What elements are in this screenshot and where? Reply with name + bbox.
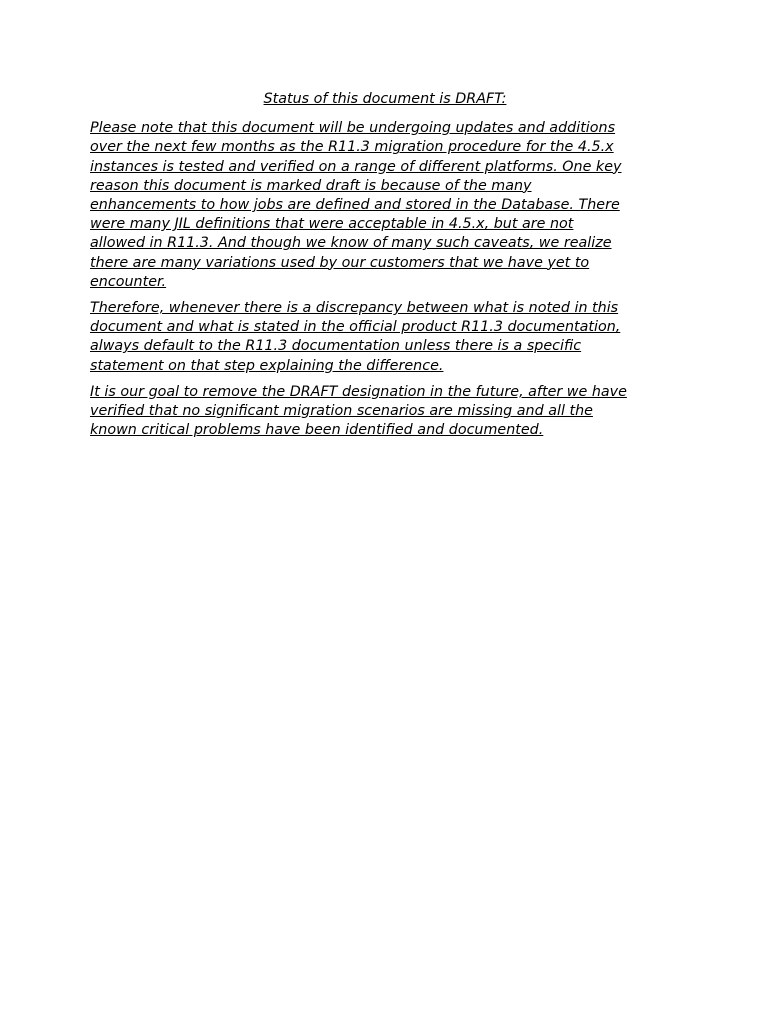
paragraph-line: It is our goal to remove the DRAFT designation in the future, after we have [90,383,627,400]
paragraph-line: always default to the R11.3 documentation unless there is a specific [90,338,582,355]
paragraph-goal [90,383,680,441]
paragraph-discrepancy [90,299,680,376]
document-status-title: Status of this document is DRAFT: [263,91,507,107]
paragraph-line: there are many variations used by our customers that we have yet to [90,254,590,271]
document-body [90,90,680,447]
paragraph-line: known critical problems have been identified and documented. [90,422,544,439]
paragraph-line: were many JIL definitions that were acceptable in 4.5.x, but are not [90,216,574,233]
paragraph-line: verified that no significant migration scenarios are missing and all the [90,403,593,420]
paragraph-draft-notice [90,119,680,292]
paragraph-line: over the next few months as the R11.3 migration procedure for the 4.5.x [90,139,614,156]
paragraph-line: encounter. [90,273,167,290]
paragraph-line: enhancements to how jobs are defined and stored in the Database. There [90,197,620,214]
paragraph-line: instances is tested and verified on a range of different platforms. One key [90,158,622,175]
paragraph-line: statement on that step explaining the difference. [90,357,444,374]
paragraph-line: reason this document is marked draft is because of the many [90,177,532,194]
paragraph-line: Therefore, whenever there is a discrepancy between what is noted in this [90,300,619,317]
paragraph-line: Please note that this document will be undergoing updates and additions [90,120,616,137]
paragraph-line: allowed in R11.3. And though we know of many such caveats, we realize [90,235,612,252]
paragraph-line: document and what is stated in the official product R11.3 documentation, [90,319,621,336]
